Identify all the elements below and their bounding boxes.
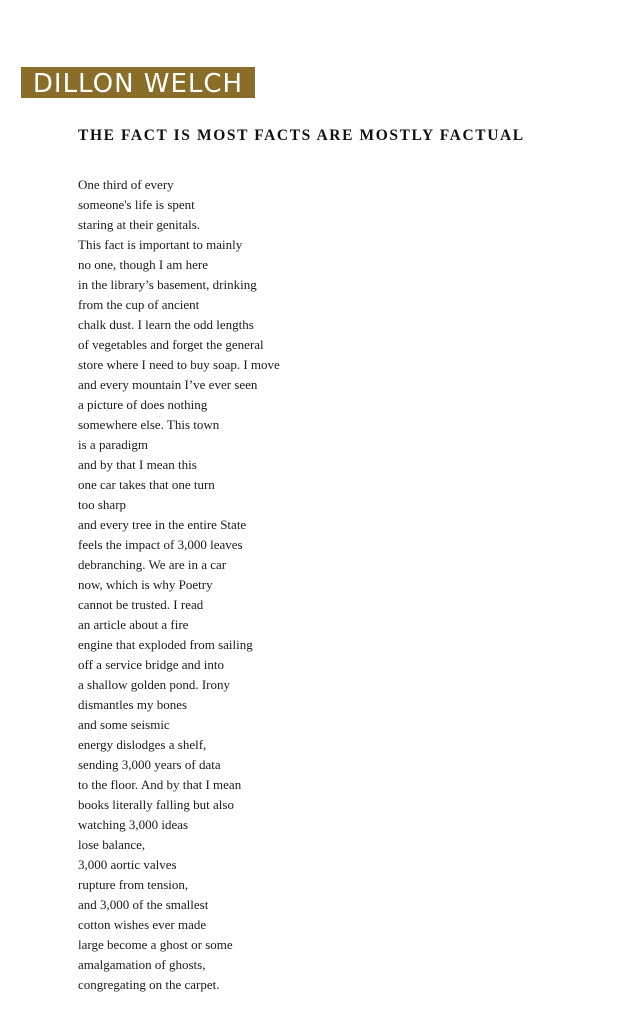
poem-line: cannot be trusted. I read <box>78 597 204 612</box>
poem-line: now, which is why Poetry <box>78 577 213 592</box>
poem-line: dismantles my bones <box>78 697 188 712</box>
poem-line: an article about a fire <box>78 617 189 632</box>
poem-line: no one, though I am here <box>78 257 208 272</box>
poem-line: of vegetables and forget the general <box>78 337 264 352</box>
poem-line: from the cup of ancient <box>78 297 200 312</box>
poem-title: THE FACT IS MOST FACTS ARE MOSTLY FACTUAL <box>78 127 525 144</box>
poem-line: engine that exploded from sailing <box>78 637 253 652</box>
poem-line: energy dislodges a shelf, <box>78 737 207 752</box>
poem-line: rupture from tension, <box>78 877 189 892</box>
poem-line: a picture of does nothing <box>78 397 208 412</box>
poem-line: This fact is important to mainly <box>78 237 243 252</box>
poem-line: store where I need to buy soap. I move <box>78 357 280 372</box>
poem-line: amalgamation of ghosts, <box>78 957 206 972</box>
author-banner <box>21 67 255 98</box>
poem-line: one car takes that one turn <box>78 477 215 492</box>
author-name: DILLON WELCH <box>32 68 244 99</box>
poem-line: 3,000 aortic valves <box>78 857 177 872</box>
poem-line: too sharp <box>78 497 127 512</box>
poem-line: and some seismic <box>78 717 170 732</box>
poem-line: One third of every <box>78 177 174 192</box>
poem-line: in the library’s basement, drinking <box>78 277 257 292</box>
poem-line: is a paradigm <box>78 437 149 452</box>
poem-line: and by that I mean this <box>78 457 197 472</box>
poem-line: large become a ghost or some <box>78 937 233 952</box>
poem-line: sending 3,000 years of data <box>78 757 221 772</box>
poem-line: feels the impact of 3,000 leaves <box>78 537 243 552</box>
poem-line: off a service bridge and into <box>78 657 224 672</box>
poem-line: cotton wishes ever made <box>78 917 207 932</box>
poem-line: and every mountain I’ve ever seen <box>78 377 258 392</box>
poem-line: watching 3,000 ideas <box>78 817 189 832</box>
poem-line: staring at their genitals. <box>78 217 201 232</box>
poem-line: congregating on the carpet. <box>78 977 220 992</box>
poem-body <box>78 175 280 995</box>
poem-line: debranching. We are in a car <box>78 557 227 572</box>
poem-line: lose balance, <box>78 837 146 852</box>
poem-line: and 3,000 of the smallest <box>78 897 209 912</box>
poem-line: somewhere else. This town <box>78 417 220 432</box>
poem-line: chalk dust. I learn the odd lengths <box>78 317 254 332</box>
poem-line: and every tree in the entire State <box>78 517 247 532</box>
poem-line: to the floor. And by that I mean <box>78 777 242 792</box>
poem-line: books literally falling but also <box>78 797 234 812</box>
poem-line: a shallow golden pond. Irony <box>78 677 231 692</box>
poem-line: someone's life is spent <box>78 197 195 212</box>
